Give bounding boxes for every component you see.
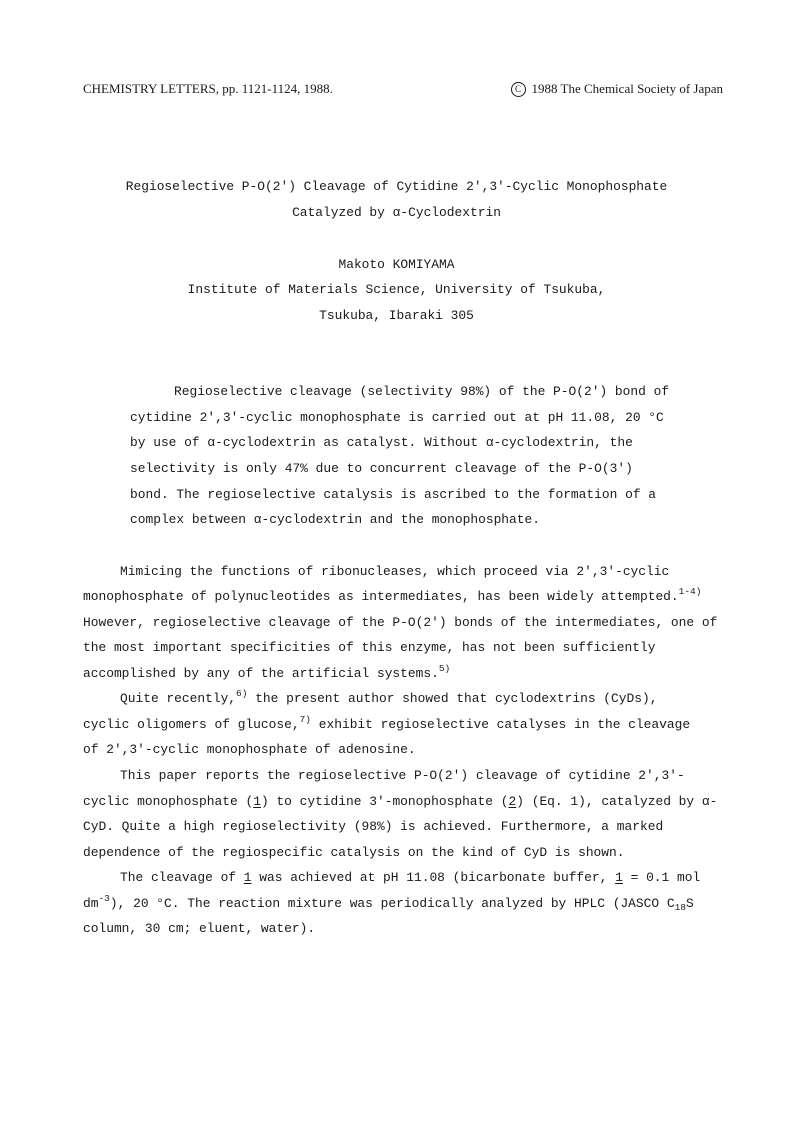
body-line: Mimicing the functions of ribonucleases, which proceed via 2',3'-cyclic — [120, 564, 670, 579]
abstract-line: bond. The regioselective catalysis is ascribed to the formation of a — [130, 487, 657, 502]
body-line: cyclic monophosphate (1) to cytidine 3'-monophosphate (2) (Eq. 1), catalyzed by α- — [83, 794, 718, 809]
body-line: the most important specificities of this enzyme, has not been sufficiently — [83, 640, 656, 655]
title-line-2: Catalyzed by α-Cyclodextrin — [292, 205, 501, 220]
body-line: monophosphate of polynucleotides as intermediates, has been widely attempted.$^{1-4)}$ — [83, 586, 702, 604]
copyright-text: 1988 The Chemical Society of Japan — [531, 81, 723, 96]
affiliation-line-2: Tsukuba, Ibaraki 305 — [319, 308, 474, 323]
title-line-1: Regioselective P-O(2') Cleavage of Cytidine 2',3'-Cyclic Monophosphate — [125, 179, 668, 194]
copyright-notice — [511, 81, 723, 97]
body-line: of 2',3'-cyclic monophosphate of adenosine. — [83, 742, 416, 757]
copyright-icon: C — [511, 82, 526, 97]
abstract-line: Regioselective cleavage (selectivity 98%) of the P-O(2') bond of — [174, 384, 670, 399]
body-line: Quite recently,$^{6)}$ the present author showed that cyclodextrins (CyDs), — [120, 688, 658, 706]
body-line: $dm^{-3}$), 20 °C. The reaction mixture was periodically analyzed by HPLC (JASCO $C_{18}S$ — [83, 893, 694, 913]
compound-number: 1 — [253, 794, 261, 809]
body-line: cyclic oligomers of glucose,$^{7)}$ exhibit regioselective catalyses in the cleavage — [83, 714, 691, 732]
reference-superscript: 1-4) — [678, 586, 702, 597]
compound-number: 1 — [615, 870, 623, 885]
affiliation-line-1: Institute of Materials Science, University of Tsukuba, — [187, 282, 606, 297]
compound-number: 2 — [508, 794, 517, 809]
abstract-line: cytidine 2',3'-cyclic monophosphate is carried out at pH 11.08, 20 °C — [130, 410, 664, 425]
body-line: However, regioselective cleavage of the P-O(2') bonds of the intermediates, one of — [83, 615, 718, 630]
journal-citation: CHEMISTRY LETTERS, pp. 1121-1124, 1988. — [83, 81, 333, 96]
reference-superscript: 6) — [236, 688, 248, 699]
abstract-line: complex between α-cyclodextrin and the monophosphate. — [130, 512, 540, 527]
compound-number: 1 — [243, 870, 252, 885]
body-line: The cleavage of 1 was achieved at pH 11.08 (bicarbonate buffer, 1 = 0.1 mol — [120, 870, 701, 885]
author-name: Makoto KOMIYAMA — [338, 257, 455, 272]
subscript: 18 — [674, 902, 686, 913]
unit-exponent: -3 — [98, 893, 110, 904]
body-line: This paper reports the regioselective P-O(2') cleavage of cytidine 2',3'- — [120, 768, 685, 783]
body-line: dependence of the regiospecific catalysis on the kind of CyD is shown. — [83, 845, 625, 860]
body-line: column, 30 cm; eluent, water). — [83, 921, 316, 936]
abstract-line: by use of α-cyclodextrin as catalyst. Without α-cyclodextrin, the — [130, 435, 633, 450]
reference-superscript: 7) — [299, 714, 312, 725]
abstract-line: selectivity is only 47% due to concurrent cleavage of the P-O(3') — [130, 461, 633, 476]
body-line: CyD. Quite a high regioselectivity (98%) is achieved. Furthermore, a marked — [83, 819, 664, 834]
reference-superscript: 5) — [438, 663, 451, 674]
body-line: accomplished by any of the artificial systems.$^{5)}$ — [83, 663, 451, 681]
